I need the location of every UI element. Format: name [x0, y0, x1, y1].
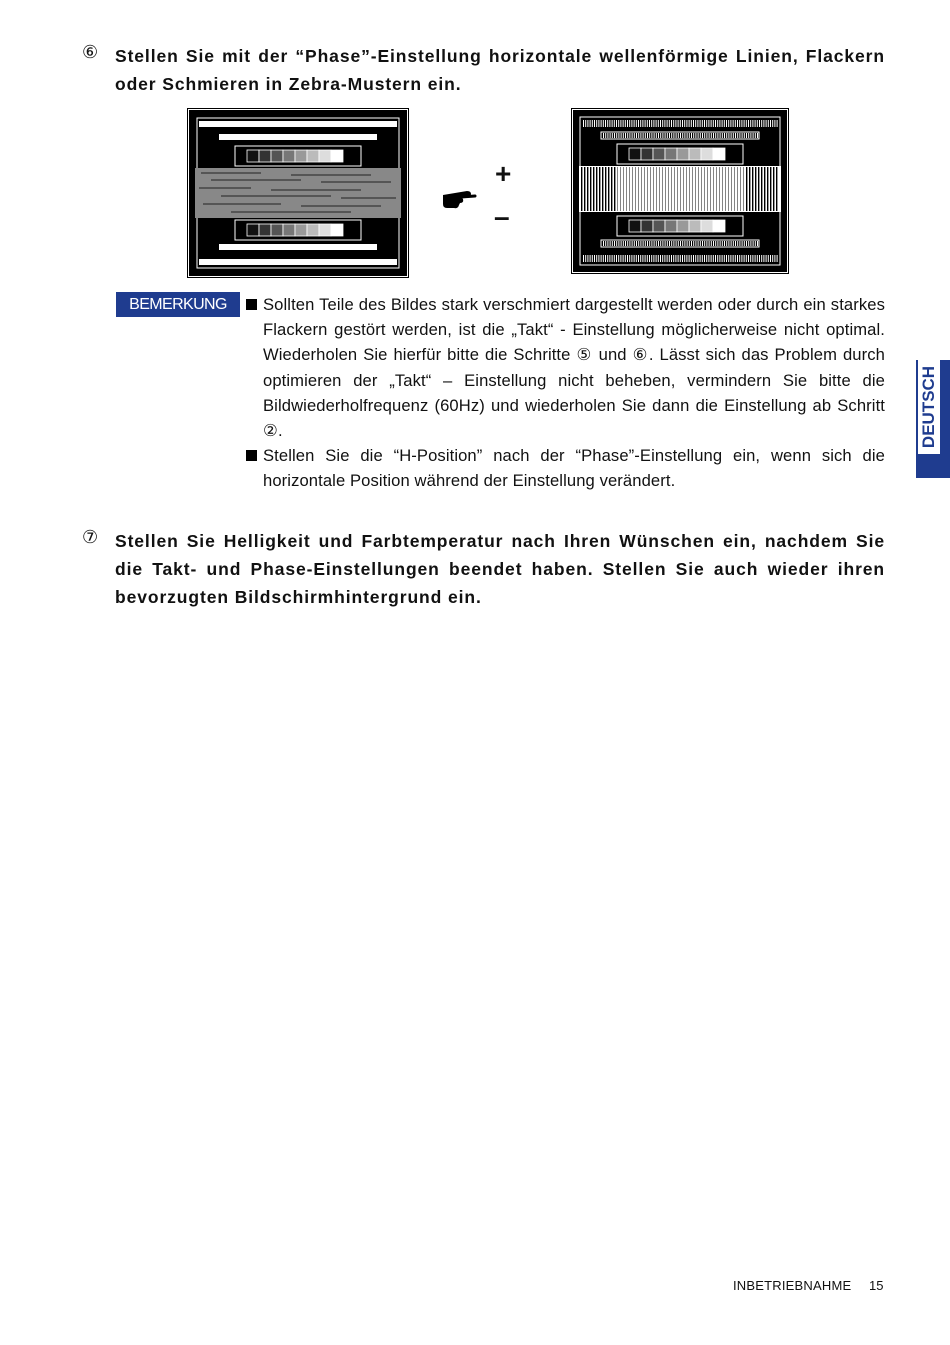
note-list	[243, 292, 885, 494]
monitor-smeared-test-pattern-icon	[189, 110, 407, 276]
note-item-1-text: Sollten Teile des Bildes stark verschmiert dargestellt werden oder durch ein starkes Flackern gestört werden, ist die „Takt“ - Einstellung möglicherweise nicht optimal. Wiederholen Sie hierfür bitte die Schritte ⑤ und ⑥. Lässt sich das Problem durch optimieren der „Takt“ – Einstellung nicht beheben, vermindern Sie bitte die Bildwiederholfrequenz (60Hz) und wiederholen Sie dann die Einstellung ab Schritt ②.	[263, 295, 885, 441]
square-bullet-icon	[246, 450, 257, 461]
page-number: 15	[869, 1278, 884, 1293]
side-tab-label-box	[918, 360, 940, 454]
pointing-hand-icon	[441, 186, 477, 212]
note-item-2	[243, 443, 885, 493]
step-7-number: ⑦	[82, 527, 99, 548]
note-badge: BEMERKUNG	[116, 292, 240, 317]
step-7-text: Stellen Sie Helligkeit und Farbtemperatur nach Ihren Wünschen ein, nachdem Sie die Takt- und Phase-Einstellungen beendet haben. Stellen Sie auch wieder ihren bevorzugten Bildschirmhintergrund ein.	[115, 531, 885, 607]
monitor-zebra-test-pattern-icon	[573, 110, 787, 272]
footer-section-label: INBETRIEBNAHME	[733, 1278, 852, 1293]
note-item-1	[243, 292, 885, 443]
plus-sign: +	[495, 158, 512, 189]
step-6	[82, 42, 885, 98]
minus-sign: –	[494, 201, 510, 232]
note-item-2-text: Stellen Sie die “H-Position” nach der “Phase”-Einstellung ein, wenn sich die horizontale Position während der Einstellung verändert.	[263, 446, 885, 491]
step-6-text: Stellen Sie mit der “Phase”-Einstellung horizontale wellenförmige Linien, Flackern oder Schmieren in Zebra-Mustern ein.	[115, 46, 885, 94]
step-6-number: ⑥	[82, 42, 99, 63]
step-7	[82, 527, 885, 611]
square-bullet-icon	[246, 299, 257, 310]
language-side-tab	[916, 360, 950, 478]
side-tab-label: DEUTSCH	[919, 365, 938, 449]
